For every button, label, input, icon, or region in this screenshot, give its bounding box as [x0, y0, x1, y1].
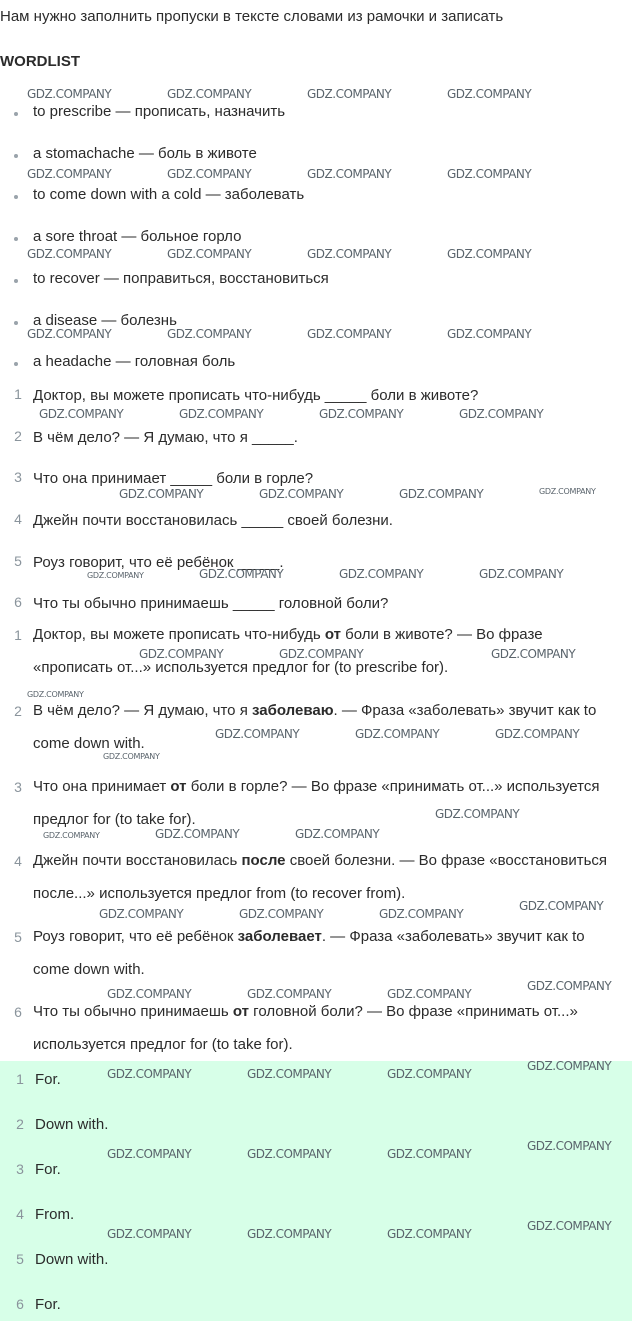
watermark-text: GDZ.COMPANY — [539, 487, 596, 496]
watermark-text: GDZ.COMPANY — [259, 487, 344, 501]
intro-text: Нам нужно заполнить пропуски в тексте словами из рамочки и записать — [0, 8, 504, 25]
watermark-text: GDZ.COMPANY — [215, 727, 300, 741]
watermark-text: GDZ.COMPANY — [339, 567, 424, 581]
watermark-text: GDZ.COMPANY — [307, 167, 392, 181]
bullet-icon — [14, 321, 18, 325]
answer-word: от — [232, 1003, 250, 1020]
answer-word: от — [324, 626, 341, 643]
bullet-icon — [14, 154, 18, 158]
bullet-icon — [14, 112, 18, 116]
watermark-text: GDZ.COMPANY — [435, 807, 520, 821]
watermark-text: GDZ.COMPANY — [27, 690, 84, 699]
bullet-icon — [14, 362, 18, 366]
watermark-text: GDZ.COMPANY — [479, 567, 564, 581]
wordlist-title: WORDLIST — [0, 53, 80, 70]
watermark-text: GDZ.COMPANY — [239, 907, 324, 921]
watermark-text: GDZ.COMPANY — [107, 1067, 192, 1081]
answer-word: после — [241, 852, 286, 869]
watermark-text: GDZ.COMPANY — [459, 407, 544, 421]
watermark-text: GDZ.COMPANY — [27, 247, 112, 261]
watermark-text: GDZ.COMPANY — [99, 907, 184, 921]
answer-word: от — [170, 778, 187, 795]
watermark-text: GDZ.COMPANY — [119, 487, 204, 501]
watermark-text: GDZ.COMPANY — [179, 407, 264, 421]
watermark-text: GDZ.COMPANY — [307, 247, 392, 261]
watermark-text: GDZ.COMPANY — [247, 1067, 332, 1081]
watermark-text: GDZ.COMPANY — [199, 567, 284, 581]
answer-word: заболевает — [237, 928, 322, 945]
watermark-text: GDZ.COMPANY — [103, 752, 160, 761]
watermark-text: GDZ.COMPANY — [355, 727, 440, 741]
watermark-text: GDZ.COMPANY — [519, 899, 604, 913]
watermark-text: GDZ.COMPANY — [307, 87, 392, 101]
answers-panel: 1 For. 2 Down with. 3 For. 4 From. 5 Down with. 6 For. — [0, 1061, 632, 1321]
watermark-text: GDZ.COMPANY — [247, 1147, 332, 1161]
watermark-text: GDZ.COMPANY — [387, 987, 472, 1001]
watermark-text: GDZ.COMPANY — [447, 167, 532, 181]
watermark-text: GDZ.COMPANY — [87, 571, 144, 580]
watermark-text: GDZ.COMPANY — [447, 87, 532, 101]
watermark-text: GDZ.COMPANY — [27, 87, 112, 101]
watermark-text: GDZ.COMPANY — [139, 647, 224, 661]
watermark-text: GDZ.COMPANY — [39, 407, 124, 421]
watermark-text: GDZ.COMPANY — [387, 1067, 472, 1081]
watermark-text: GDZ.COMPANY — [107, 987, 192, 1001]
watermark-text: GDZ.COMPANY — [495, 727, 580, 741]
watermark-text: GDZ.COMPANY — [387, 1147, 472, 1161]
watermark-text: GDZ.COMPANY — [527, 979, 612, 993]
watermark-text: GDZ.COMPANY — [155, 827, 240, 841]
watermark-text: GDZ.COMPANY — [107, 1227, 192, 1241]
watermark-text: GDZ.COMPANY — [107, 1147, 192, 1161]
watermark-text: GDZ.COMPANY — [527, 1139, 612, 1153]
watermark-text: GDZ.COMPANY — [295, 827, 380, 841]
watermark-text: GDZ.COMPANY — [307, 327, 392, 341]
watermark-text: GDZ.COMPANY — [379, 907, 464, 921]
watermark-text: GDZ.COMPANY — [491, 647, 576, 661]
watermark-text: GDZ.COMPANY — [247, 1227, 332, 1241]
watermark-text: GDZ.COMPANY — [399, 487, 484, 501]
bullet-icon — [14, 279, 18, 283]
bullet-icon — [14, 195, 18, 199]
watermark-text: GDZ.COMPANY — [247, 987, 332, 1001]
watermark-text: GDZ.COMPANY — [447, 327, 532, 341]
watermark-text: GDZ.COMPANY — [27, 167, 112, 181]
watermark-text: GDZ.COMPANY — [387, 1227, 472, 1241]
watermark-text: GDZ.COMPANY — [167, 327, 252, 341]
watermark-text: GDZ.COMPANY — [167, 87, 252, 101]
answer-word: заболеваю — [252, 702, 334, 719]
watermark-text: GDZ.COMPANY — [527, 1219, 612, 1233]
watermark-text: GDZ.COMPANY — [27, 327, 112, 341]
watermark-text: GDZ.COMPANY — [527, 1059, 612, 1073]
watermark-text: GDZ.COMPANY — [167, 247, 252, 261]
watermark-text: GDZ.COMPANY — [43, 831, 100, 840]
watermark-text: GDZ.COMPANY — [279, 647, 364, 661]
watermark-text: GDZ.COMPANY — [167, 167, 252, 181]
watermark-text: GDZ.COMPANY — [319, 407, 404, 421]
bullet-icon — [14, 237, 18, 241]
watermark-text: GDZ.COMPANY — [447, 247, 532, 261]
